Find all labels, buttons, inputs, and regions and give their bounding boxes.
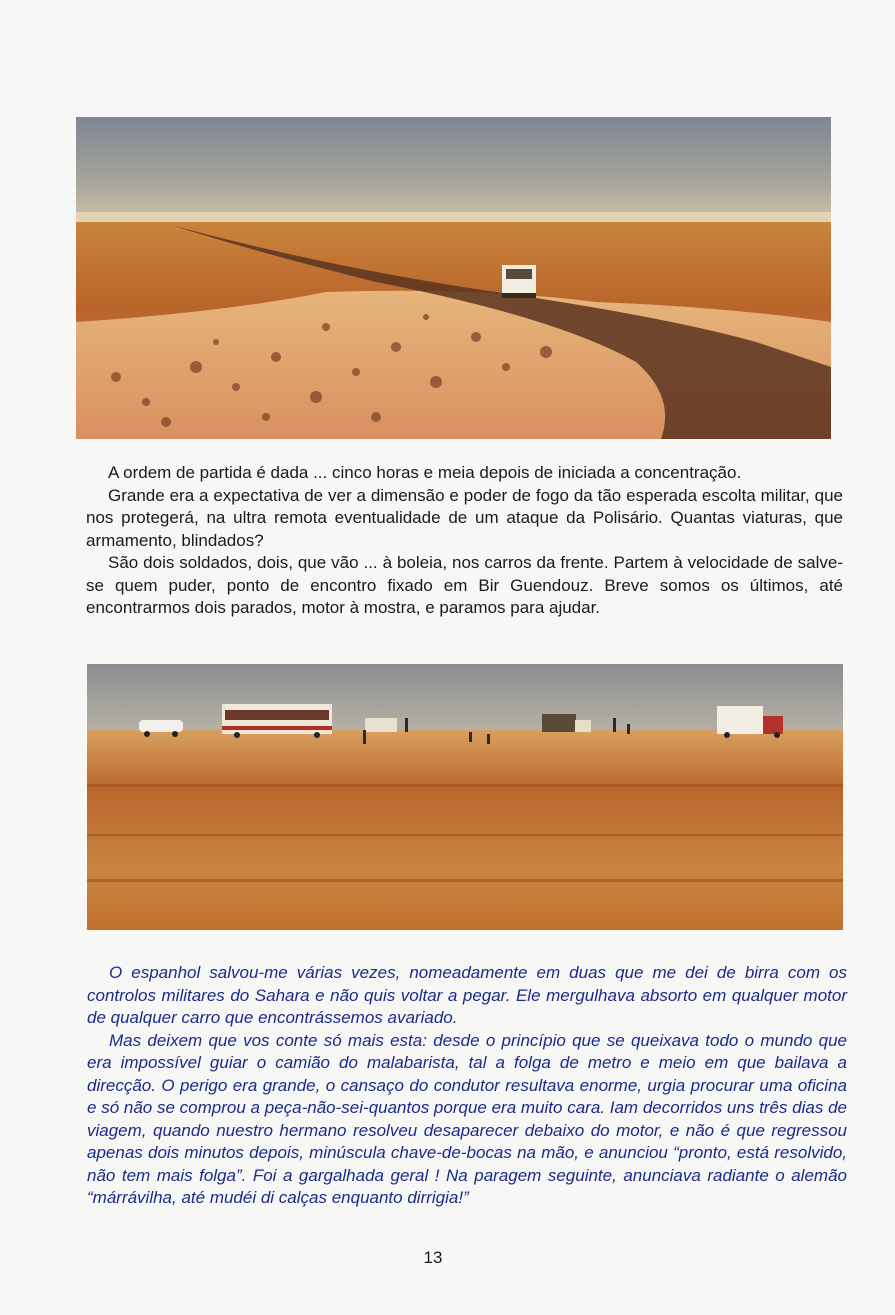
photo-desert-road: [76, 117, 831, 439]
body-text-block-1: [86, 462, 843, 620]
paragraph: Grande era a expectativa de ver a dimensão e poder de fogo da tão esperada escolta militar, que nos protegerá, na ultra remota eventualidade de um ataque da Polisário. Quantas viaturas, que armamento, blindados?: [86, 485, 843, 550]
body-text-block-2: [87, 962, 847, 1210]
page-number: 13: [423, 1248, 443, 1267]
paragraph: O espanhol salvou-me várias vezes, nomeadamente em duas que me dei de birra com os controlos militares do Sahara e não quis voltar a pegar. Ele mergulhava absorto em qualquer motor de qualquer carro que encontrássemos avariado.: [87, 963, 847, 1027]
bus-icon: [222, 704, 332, 738]
paragraph: Mas deixem que vos conte só mais esta: desde o princípio que se queixava todo o mundo que era impossível guiar o camião do malabarista, tal a folga de metro e meio em que bailava a direcção. O perigo era grande, o cansaço do condutor resultava enorme, urgia procurar uma oficina e só não se comprou a peça-não-sei-quantos porque era muito cara. Iam decorridos uns três dias de viagem, quando nuestro hermano resolveu desaparecer debaixo do motor, e não é que regressou apenas dois minutos depois, minúscula chave-de-bocas na mão, e anunciou “pronto, está resolvido, não tem mais folga”. Foi a gargalhada geral ! Na paragem seguinte, anunciava radiante o alemão “márrávilha, até mudéi di calças enquanto dirrigia!”: [87, 1030, 847, 1207]
photo-vehicles-desert: [87, 664, 843, 930]
paragraph: A ordem de partida é dada ... cinco horas e meia depois de iniciada a concentração.: [108, 463, 742, 482]
van-icon: [365, 718, 397, 732]
vehicles-desert-image: [87, 664, 843, 930]
desert-road-image: [76, 117, 831, 439]
truck-icon: [502, 265, 536, 298]
paragraph: São dois soldados, dois, que vão ... à boleia, nos carros da frente. Partem à velocidade de salve-se quem puder, ponto de encontro fixado em Bir Guendouz. Breve somos os últimos, até encontrarmos dois parados, motor à mostra, e paramos para ajudar.: [86, 553, 843, 617]
